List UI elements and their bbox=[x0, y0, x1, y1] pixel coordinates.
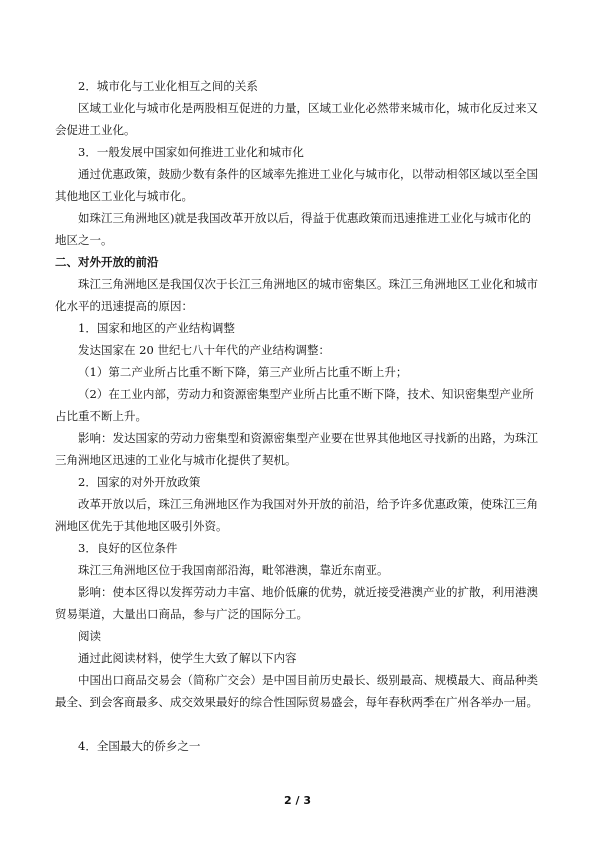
subheading-1: 1．国家和地区的产业结构调整 bbox=[78, 321, 235, 335]
page-number: 2 / 3 bbox=[284, 794, 311, 807]
paragraph: 珠江三角洲地区是我国仅次于长江三角洲地区的城市密集区。珠江三角洲地区工业化和城市化水平的迅速提高的原因： bbox=[55, 277, 538, 313]
section-heading: 二、对外开放的前沿 bbox=[55, 255, 159, 269]
paragraph: 发达国家在 20 世纪七八十年代的产业结构调整： bbox=[78, 343, 330, 357]
subheading-2b: 2．国家的对外开放政策 bbox=[78, 475, 201, 489]
paragraph: 珠江三角洲地区位于我国南部沿海，毗邻港澳，靠近东南亚。 bbox=[78, 563, 389, 577]
paragraph: 影响：发达国家的劳动力密集型和资源密集型产业要在世界其他地区寻找新的出路，为珠江三角洲地区迅速的工业化与城市化提供了契机。 bbox=[55, 431, 538, 467]
list-item: （2）在工业内部，劳动力和资源密集型产业所占比重不断下降，技术、知识密集型产业所占比重不断上升。 bbox=[55, 387, 534, 423]
paragraph: 改革开放以后，珠江三角洲地区作为我国对外开放的前沿，给予许多优惠政策，使珠江三角洲地区优先于其他地区吸引外资。 bbox=[55, 497, 538, 533]
paragraph: 中国出口商品交易会（简称广交会）是中国目前历史最长、级别最高、规模最大、商品种类最全、到会客商最多、成交效果最好的综合性国际贸易盛会，每年春秋两季在广州各举办一届。 bbox=[55, 673, 538, 709]
paragraph: 区域工业化与城市化是两股相互促进的力量，区域工业化必然带来城市化，城市化反过来又会促进工业化。 bbox=[55, 101, 538, 137]
subheading-4: 4．全国最大的侨乡之一 bbox=[78, 739, 201, 753]
subheading-3: 3．一般发展中国家如何推进工业化和城市化 bbox=[78, 145, 304, 159]
paragraph: 通过此阅读材料，使学生大致了解以下内容 bbox=[78, 651, 297, 665]
subheading-3b: 3．良好的区位条件 bbox=[78, 541, 178, 555]
subheading-2: 2．城市化与工业化相互之间的关系 bbox=[78, 79, 258, 93]
list-item: （1）第二产业所占比重不断下降，第三产业所占比重不断上升； bbox=[78, 365, 408, 379]
paragraph: 如珠江三角洲地区)就是我国改革开放以后，得益于优惠政策而迅速推进工业化与城市化的地区之一。 bbox=[55, 211, 531, 247]
paragraph: 通过优惠政策，鼓励少数有条件的区域率先推进工业化与城市化，以带动相邻区域以至全国其他地区工业化与城市化。 bbox=[55, 167, 538, 203]
reading-label: 阅读 bbox=[78, 629, 101, 643]
paragraph: 影响：使本区得以发挥劳动力丰富、地价低廉的优势，就近接受港澳产业的扩散，利用港澳贸易渠道，大量出口商品，参与广泛的国际分工。 bbox=[55, 585, 538, 621]
